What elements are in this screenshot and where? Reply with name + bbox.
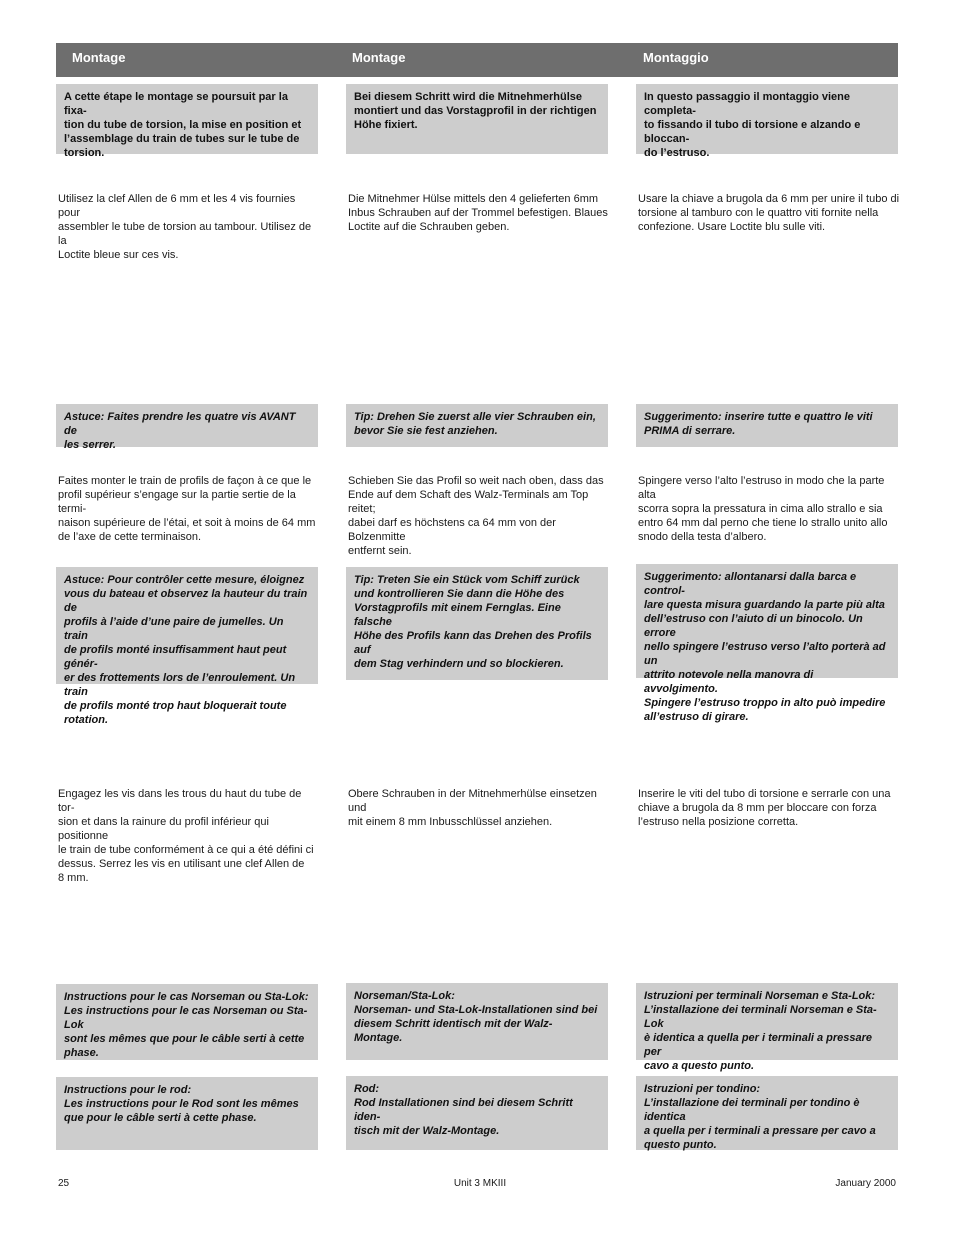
footer-date: January 2000: [835, 1178, 896, 1189]
step1-text-italian: Usare la chiave a brugola da 6 mm per unire il tubo di torsione al tamburo con le quattro viti fornite nella confezione. Usare Loctite blu sulle viti.: [638, 193, 900, 233]
tip2-box-italian: Suggerimento: allontanarsi dalla barca e control- lare questa misura guardando la parte più alta dell’estruso con l’aiuto di un binocolo. Un errore nello spingere l’estruso verso l’alto porterà ad un attrito notevole nella manovra di avvolgimento. Spingere l’estruso troppo in alto può impedire all’estruso di girare.: [636, 564, 898, 678]
tip1-box-italian: Suggerimento: inserire tutte e quattro le viti PRIMA di serrare.: [636, 404, 898, 447]
page-number: 25: [58, 1178, 70, 1189]
tip1-box-german: Tip: Drehen Sie zuerst alle vier Schrauben ein, bevor Sie sie fest anziehen.: [346, 404, 608, 447]
intro-box-french: A cette étape le montage se poursuit par la fixa- tion du tube de torsion, la mise en position et l’assemblage du train de tubes sur le tube de torsion.: [56, 84, 318, 154]
step3-text-french: Engagez les vis dans les trous du haut du tube de tor- sion et dans la rainure du profil inférieur qui positionne le train de tube conformément à ce qui a été défini ci dessus. Serrez les vis en utilisant une clef Allen de 8 mm.: [58, 788, 314, 884]
step1-text-german: Die Mitnehmer Hülse mittels den 4 gelieferten 6mm Inbus Schrauben auf der Trommel befestigen. Blaues Loctite auf die Schrauben geben.: [348, 193, 608, 233]
tip2-box-german: Tip: Treten Sie ein Stück vom Schiff zurück und kontrollieren Sie dann die Höhe des Vorstagprofils mit einem Fernglas. Eine falsche Höhe des Profils kann das Drehen des Profils auf dem Stag verhindern und so blockieren.: [346, 567, 608, 680]
norseman-box-french: Instructions pour le cas Norseman ou Sta-Lok: Les instructions pour le cas Norseman ou Sta-Lok sont les mêmes que pour le câble serti à cette phase.: [56, 984, 318, 1060]
rod-box-german: Rod: Rod Installationen sind bei diesem Schritt iden- tisch mit der Walz-Montage.: [346, 1076, 608, 1150]
rod-box-italian: Istruzioni per tondino: L’installazione dei terminali per tondino è identica a quella per i terminali a pressare per cavo a questo punto.: [636, 1076, 898, 1150]
header-bar: [56, 43, 898, 77]
intro-box-german: Bei diesem Schritt wird die Mitnehmerhülse montiert und das Vorstagprofil in der richtigen Höhe fixiert.: [346, 84, 608, 154]
header-italian: Montaggio: [643, 50, 709, 65]
step2-text-german: Schieben Sie das Profil so weit nach oben, dass das Ende auf dem Schaft des Walz-Terminals am Top reitet; dabei darf es höchstens ca 64 mm von der Bolzenmitte entfernt sein.: [348, 475, 604, 557]
step2-text-italian: Spingere verso l’alto l’estruso in modo che la parte alta scorra sopra la pressatura in cima allo strallo e sia entro 64 mm dal perno che tiene lo strallo unito allo snodo della testa d’albero.: [638, 475, 888, 543]
intro-box-italian: In questo passaggio il montaggio viene completa- to fissando il tubo di torsione e alzando e bloccan- do l’estruso.: [636, 84, 898, 154]
norseman-box-german: Norseman/Sta-Lok: Norseman- und Sta-Lok-Installationen sind bei diesem Schritt identisch mit der Walz-Montage.: [346, 983, 608, 1060]
footer-unit: Unit 3 MKIII: [453, 1178, 507, 1189]
header-german: Montage: [352, 50, 406, 65]
step3-text-italian: Inserire le viti del tubo di torsione e serrarle con una chiave a brugola da 8 mm per bloccare con forza l’estruso nella posizione corretta.: [638, 788, 891, 828]
tip2-box-french: Astuce: Pour contrôler cette mesure, éloignez vous du bateau et observez la hauteur du train de profils à l’aide d’une paire de jumelles. Un train de profils monté insuffisamment haut peut génér- er des frottements lors de l’enroulement. Un train de profils monté trop haut bloquerait toute rotation.: [56, 567, 318, 684]
step2-text-french: Faites monter le train de profils de façon à ce que le profil supérieur s’engage sur la partie sertie de la termi- naison supérieure de l’étai, et soit à moins de 64 mm de l’axe de cette terminaison.: [58, 475, 316, 543]
header-french: Montage: [72, 50, 126, 65]
norseman-box-italian: Istruzioni per terminali Norseman e Sta-Lok: L’installazione dei terminali Norseman e Sta-Lok è identica a quella per i terminali a pressare per cavo a questo punto.: [636, 983, 898, 1060]
step1-text-french: Utilisez la clef Allen de 6 mm et les 4 vis fournies pour assembler le tube de torsion au tambour. Utilisez de la Loctite bleue sur ces vis.: [58, 193, 312, 261]
tip1-box-french: Astuce: Faites prendre les quatre vis AVANT de les serrer.: [56, 404, 318, 447]
step3-text-german: Obere Schrauben in der Mitnehmerhülse einsetzen und mit einem 8 mm Inbusschlüssel anziehen.: [348, 788, 597, 828]
rod-box-french: Instructions pour le rod: Les instructions pour le Rod sont les mêmes que pour le câble serti à cette phase.: [56, 1077, 318, 1150]
